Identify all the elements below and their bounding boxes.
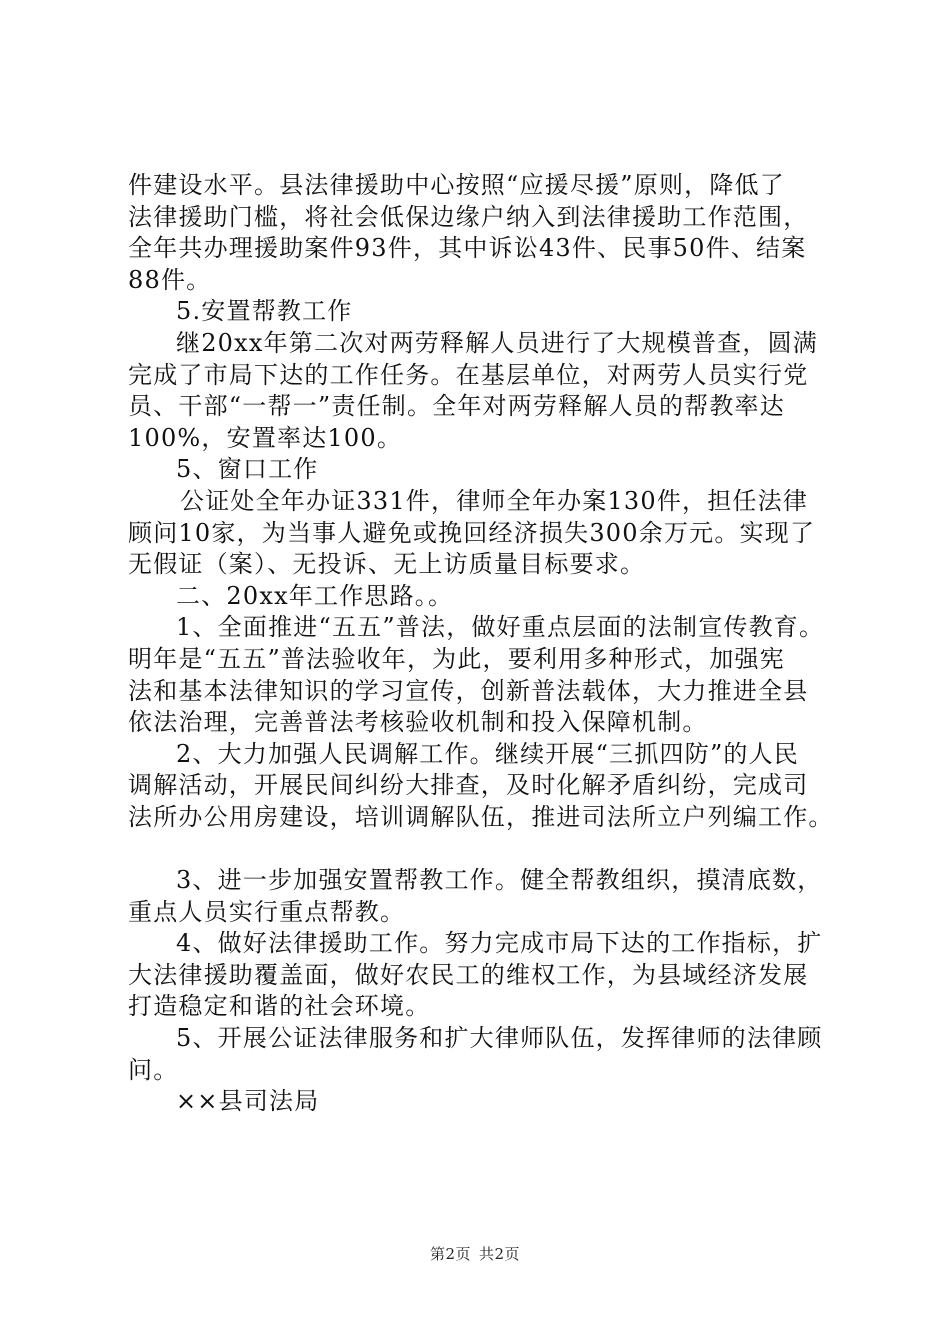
page-total: 共2页 [479,1245,521,1263]
paragraph-line: 88件。 [128,265,212,294]
paragraph-line: 件建设水平。县法律援助中心按照“应援尽援”原则，降低了 [128,171,785,199]
section-heading: 5.安置帮教工作 [176,297,353,326]
paragraph-line: 5、开展公证法律服务和扩大律师队伍，发挥律师的法律顾 [176,1024,823,1053]
section-heading: 二、20xx年工作思路。。 [176,581,454,610]
page-number: 第2页 [429,1245,471,1263]
paragraph-line: 完成了市局下达的工作任务。在基层单位，对两劳人员实行党 [128,360,809,389]
paragraph-line: 100%，安置率达100。 [128,423,403,452]
paragraph-line: 法和基本法律知识的学习宣传，创新普法载体，大力推进全县 [128,676,809,705]
paragraph-line: 调解活动，开展民间纠纷大排查，及时化解矛盾纠纷，完成司 [128,771,809,800]
paragraph-line: 3、进一步加强安置帮教工作。健全帮教组织，摸清底数， [176,866,823,895]
paragraph-line: 无假证（案）、无投诉、无上访质量目标要求。 [128,550,646,579]
paragraph-line: 2、大力加强人民调解工作。继续开展“三抓四防”的人民 [176,739,800,768]
paragraph-line: 法律援助门槛，将社会低保边缘户纳入到法律援助工作范围， [128,202,809,231]
paragraph-line: 大法律援助覆盖面，做好农民工的维权工作，为县域经济发展 [128,960,809,989]
paragraph-line: 问。 [128,1055,179,1084]
paragraph-line: 打造稳定和谐的社会环境。 [128,992,431,1021]
paragraph-line: 顾问10家，为当事人避免或挽回经济损失300余万元。实现了 [128,518,816,547]
signature-line: ××县司法局 [176,1087,320,1116]
paragraph-line: 4、做好法律援助工作。努力完成市局下达的工作指标，扩 [176,929,823,958]
paragraph-line: 继20xx年第二次对两劳释解人员进行了大规模普查，圆满 [176,328,819,357]
document-body [128,170,848,1118]
paragraph-line: 公证处全年办证331件，律师全年办案130件，担任法律 [180,486,809,515]
paragraph-line: 1、全面推进“五五”普法，做好重点层面的法制宣传教育。 [176,613,825,642]
paragraph-line: 员、干部“一帮一”责任制。全年对两劳释解人员的帮教率达 [128,392,785,421]
paragraph-line: 法所办公用房建设，培训调解队伍，推进司法所立户列编工作。 [128,802,834,831]
section-heading: 5、窗口工作 [176,455,319,484]
paragraph-line: 依法治理，完善普法考核验收机制和投入保障机制。 [128,708,708,737]
paragraph-line: 明年是“五五”普法验收年，为此，要利用多种形式，加强宪 [128,644,785,673]
paragraph-line: 重点人员实行重点帮教。 [128,897,406,926]
paragraph-line: 全年共办理援助案件93件，其中诉讼43件、民事50件、结案 [128,234,807,263]
blank-line [128,833,848,865]
page-footer [0,1244,950,1264]
